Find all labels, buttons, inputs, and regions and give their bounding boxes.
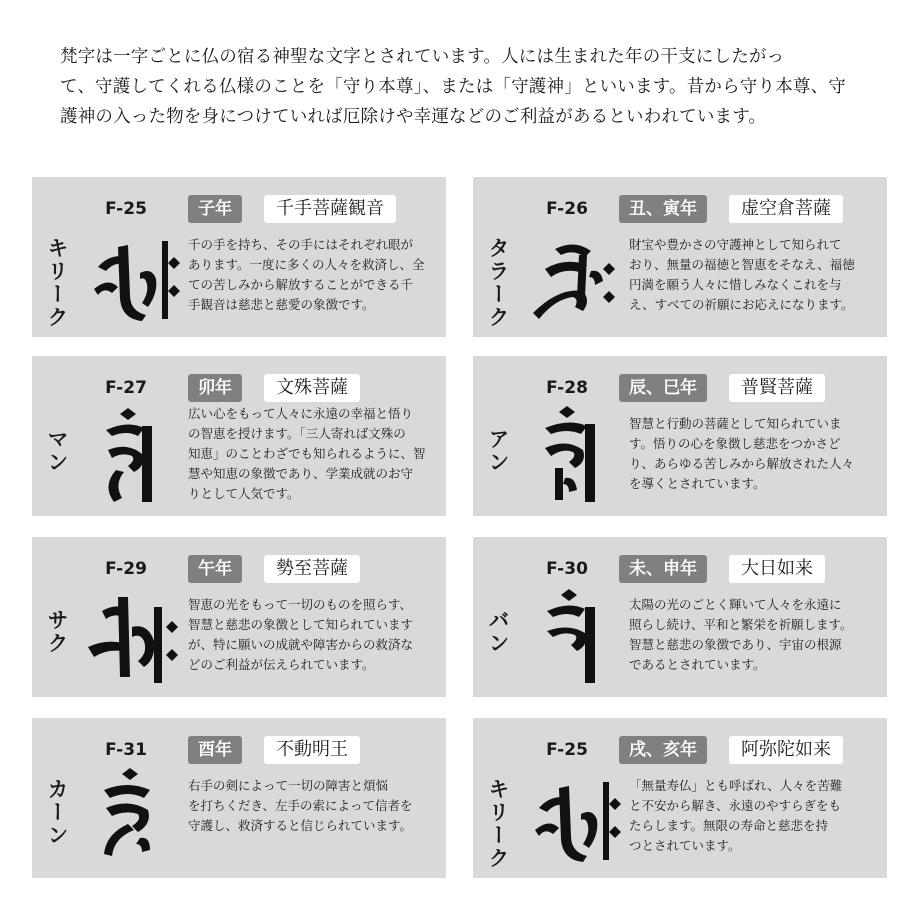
sanskrit-glyph-icon — [84, 768, 184, 868]
intro-line: 梵字は一字ごとに仏の宿る神聖な文字とされています。人には生まれた年の干支にしたがっ — [60, 47, 785, 67]
zodiac-year-badge: 酉年 — [188, 736, 242, 764]
description-line: 智慧と行動の菩薩として知られていま — [629, 416, 842, 431]
intro-line: 護神の入った物を身につけていれば厄除けや幸運などのご利益があるといわれています。 — [60, 107, 767, 127]
sanskrit-glyph-icon — [525, 227, 625, 327]
zodiac-year-badge: 辰、巳年 — [619, 374, 707, 402]
product-code: F-28 — [546, 378, 588, 398]
deity-name-badge: 千手菩薩観音 — [264, 195, 396, 223]
card-kaan-rooster — [32, 718, 446, 878]
sanskrit-reading: キリーク — [45, 237, 69, 329]
description-line: 智恵の光をもって一切のものを照らす、 — [188, 597, 413, 612]
description-line: 右手の剣によって一切の障害と煩悩 — [188, 778, 389, 793]
description-line: 太陽の光のごとく輝いて人々を永遠に — [629, 597, 842, 612]
description-line: り、あらゆる苦しみから解放された人々 — [629, 456, 855, 471]
description-line: あります。一度に多くの人々を救済し、全 — [188, 257, 425, 272]
deity-description — [188, 404, 433, 504]
card-man-rabbit — [32, 356, 446, 516]
deity-name-badge: 普賢菩薩 — [729, 374, 825, 402]
zodiac-year-badge: 戌、亥年 — [619, 736, 707, 764]
zodiac-year-badge: 未、申年 — [619, 555, 707, 583]
sanskrit-reading: キリーク — [486, 778, 510, 870]
sanskrit-glyph-icon — [525, 406, 625, 506]
sanskrit-reading: アン — [486, 428, 510, 474]
card-taraku-ox-tiger — [473, 177, 887, 337]
description-line: 守護し、救済すると信じられています。 — [188, 818, 413, 833]
product-code: F-30 — [546, 559, 588, 579]
product-code: F-25 — [105, 199, 147, 219]
card-an-dragon-snake — [473, 356, 887, 516]
description-line: を導くとされています。 — [629, 476, 766, 491]
description-line: 円満を願う人々に惜しみなくこれを与 — [629, 277, 842, 292]
intro-text — [60, 42, 870, 132]
deity-name-badge: 大日如来 — [729, 555, 825, 583]
description-line: であるとされています。 — [629, 657, 766, 672]
product-code: F-31 — [105, 740, 147, 760]
deity-description — [629, 235, 874, 315]
description-line: 知恵」のことわざでも知られるように、智 — [188, 446, 426, 461]
zodiac-year-badge: 卯年 — [188, 374, 242, 402]
card-kiriku-rat — [32, 177, 446, 337]
description-line: 「無量寿仏」とも呼ばれ、人々を苦難 — [629, 778, 843, 793]
zodiac-year-badge: 子年 — [188, 195, 242, 223]
deity-description — [188, 776, 433, 836]
description-line: の智恵を授けます。「三人寄れば文殊の — [188, 426, 406, 441]
sanskrit-reading: サク — [45, 609, 69, 655]
sanskrit-reading: バン — [486, 609, 510, 655]
description-line: つとされています。 — [629, 838, 741, 853]
description-line: 慧や知恵の象徴であり、学業成就のお守 — [188, 466, 414, 481]
deity-description — [188, 235, 433, 315]
deity-description — [629, 776, 874, 856]
sanskrit-glyph-icon — [84, 587, 184, 687]
deity-name-badge: 不動明王 — [264, 736, 360, 764]
zodiac-year-badge: 午年 — [188, 555, 242, 583]
sanskrit-reading: タラーク — [486, 237, 510, 329]
card-kiriku-dog-boar — [473, 718, 887, 878]
deity-name-badge: 文殊菩薩 — [264, 374, 360, 402]
sanskrit-reading: カーン — [45, 778, 69, 847]
sanskrit-glyph-icon — [525, 587, 625, 687]
description-line: 手観音は慈悲と慈愛の象徴です。 — [188, 297, 375, 312]
description-line: ての苦しみから解放することができる千 — [188, 277, 414, 292]
description-line: 照らし続け、平和と繁栄を祈願します。 — [629, 617, 853, 632]
product-code: F-25 — [546, 740, 588, 760]
description-line: 広い心をもって人々に永遠の幸福と悟り — [188, 406, 414, 421]
zodiac-year-badge: 丑、寅年 — [619, 195, 707, 223]
intro-line: て、守護してくれる仏様のことを「守り本尊」、または「守護神」といいます。昔から守り本尊、守 — [60, 77, 846, 97]
description-line: を打ちくだき、左手の索によって信者を — [188, 798, 413, 813]
description-line: りとして人気です。 — [188, 486, 300, 501]
description-line: 智慧と慈悲の象徴として知られています — [188, 617, 414, 632]
deity-name-badge: 勢至菩薩 — [264, 555, 360, 583]
description-line: たらします。無限の寿命と慈悲を持 — [629, 818, 829, 833]
description-line: す。悟りの心を象徴し慈悲をつかさど — [629, 436, 841, 451]
description-line: え、すべての祈願にお応えになります。 — [629, 297, 854, 312]
card-ban-sheep-monkey — [473, 537, 887, 697]
product-code: F-29 — [105, 559, 147, 579]
product-code: F-26 — [546, 199, 588, 219]
sanskrit-glyph-icon — [84, 227, 184, 327]
deity-description — [629, 414, 874, 494]
description-line: 千の手を持ち、その手にはそれぞれ眼が — [188, 237, 414, 252]
description-line: と不安から解き、永遠のやすらぎをも — [629, 798, 842, 813]
sanskrit-glyph-icon — [84, 406, 184, 506]
deity-name-badge: 虚空倉菩薩 — [729, 195, 843, 223]
description-line: どのご利益が伝えられています。 — [188, 657, 375, 672]
description-line: が、特に願いの成就や障害からの救済な — [188, 637, 414, 652]
description-line: 智慧と慈悲の象徴であり、宇宙の根源 — [629, 637, 842, 652]
card-saku-horse — [32, 537, 446, 697]
product-code: F-27 — [105, 378, 147, 398]
deity-description — [629, 595, 874, 675]
deity-name-badge: 阿弥陀如来 — [729, 736, 843, 764]
deity-description — [188, 595, 433, 675]
sanskrit-reading: マン — [45, 428, 69, 474]
sanskrit-glyph-icon — [525, 768, 625, 868]
description-line: 財宝や豊かさの守護神として知られて — [629, 237, 842, 252]
description-line: おり、無量の福徳と智恵をそなえ、福徳 — [629, 257, 855, 272]
